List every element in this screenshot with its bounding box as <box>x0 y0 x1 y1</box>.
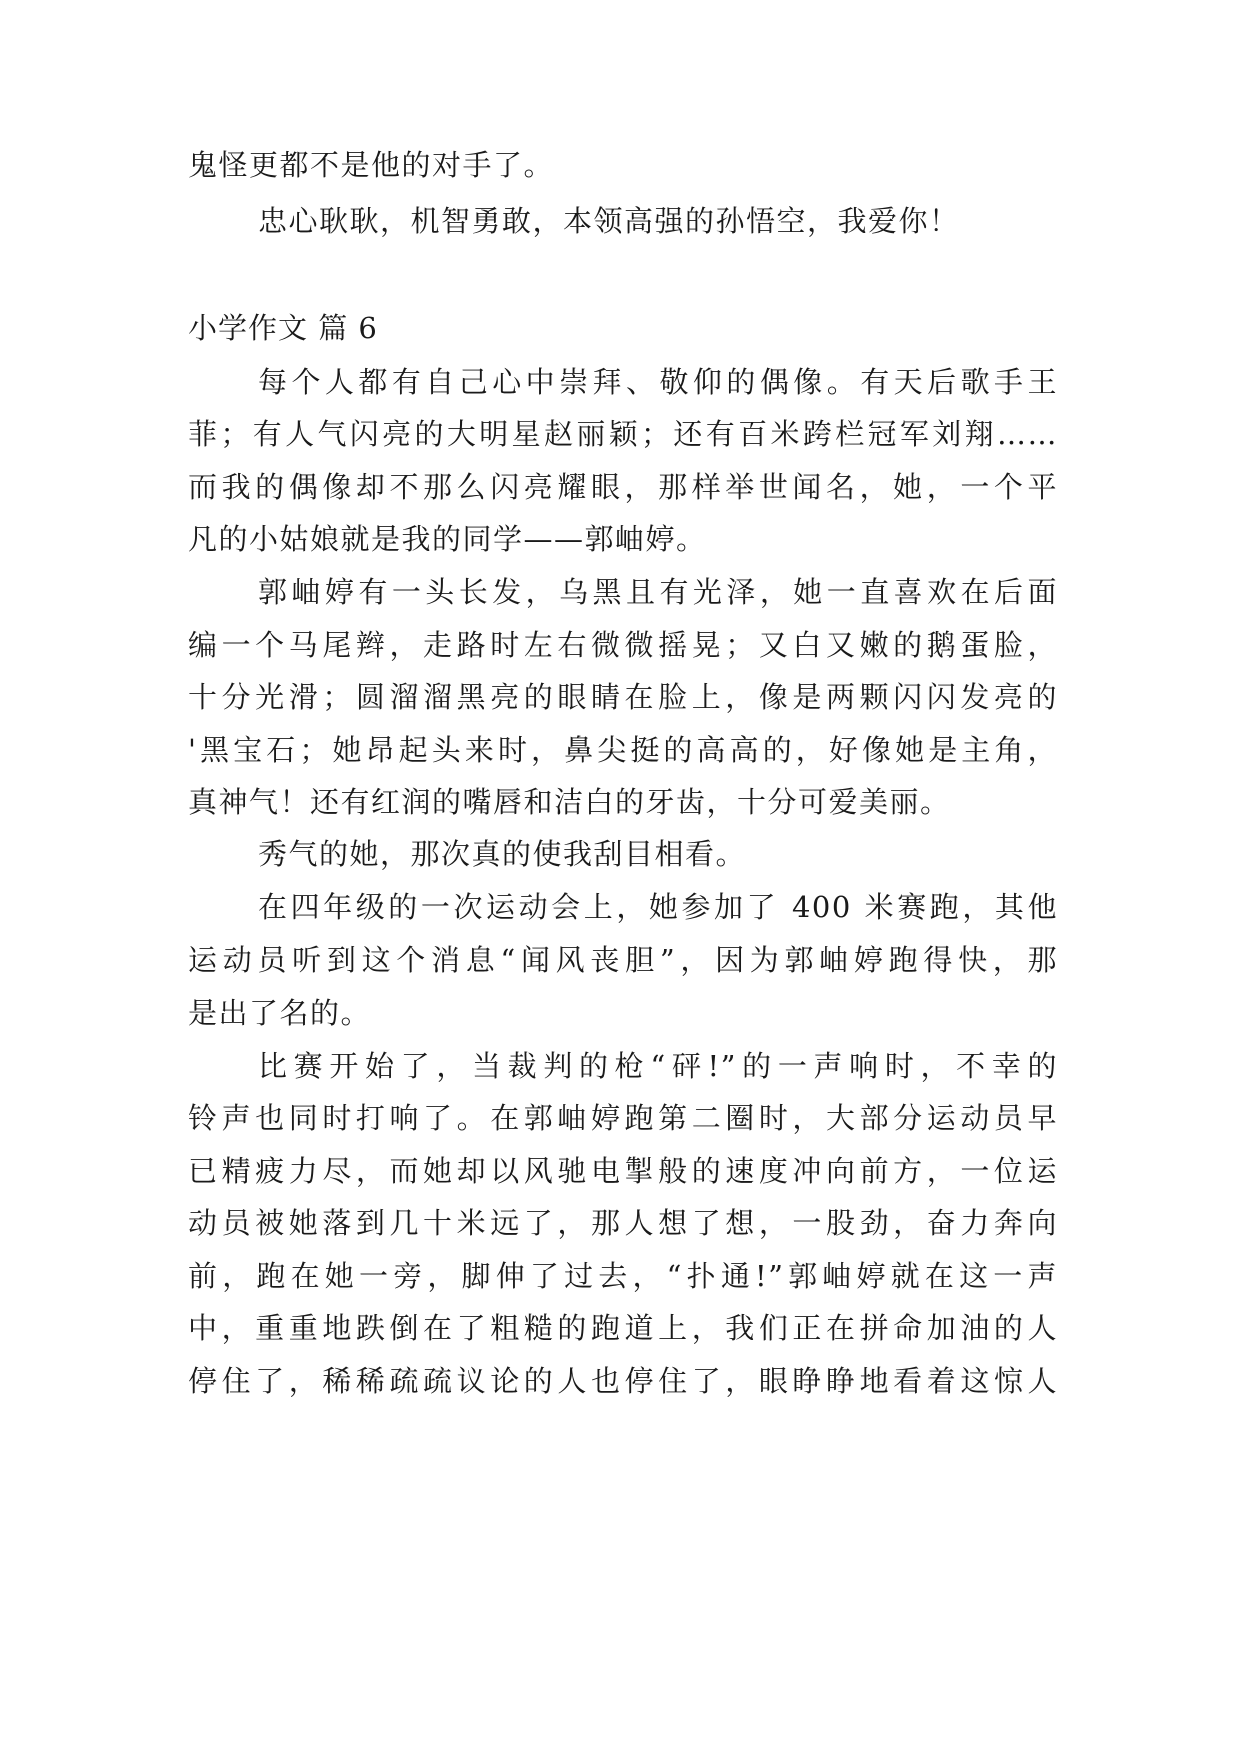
paragraph-line: 中，重重地跌倒在了粗糙的跑道上，我们正在拼命加油的人 <box>188 1311 1058 1345</box>
paragraph-line: 郭岫婷有一头长发，乌黑且有光泽，她一直喜欢在后面 <box>258 575 1058 609</box>
paragraph-line: 已精疲力尽，而她却以风驰电掣般的速度冲向前方，一位运 <box>188 1154 1058 1188</box>
paragraph-line: '黑宝石；她昂起头来时，鼻尖挺的高高的，好像她是主角， <box>188 733 1058 767</box>
paragraph-line: 菲；有人气闪亮的大明星赵丽颖；还有百米跨栏冠军刘翔…… <box>188 417 1058 451</box>
paragraph-line: 秀气的她，那次真的使我刮目相看。 <box>258 837 747 871</box>
paragraph-line: 而我的偶像却不那么闪亮耀眼，那样举世闻名，她，一个平 <box>188 470 1058 504</box>
paragraph-line: 铃声也同时打响了。在郭岫婷跑第二圈时，大部分运动员早 <box>188 1101 1058 1135</box>
paragraph-line: 比赛开始了，当裁判的枪“砰!”的一声响时，不幸的 <box>258 1049 1058 1083</box>
paragraph-line: 鬼怪更都不是他的对手了。 <box>188 148 555 182</box>
paragraph-line: 是出了名的。 <box>188 996 372 1030</box>
paragraph-line: 动员被她落到几十米远了，那人想了想，一股劲，奋力奔向 <box>188 1206 1058 1240</box>
paragraph-line: 停住了，稀稀疏疏议论的人也停住了，眼睁睁地看着这惊人 <box>188 1364 1058 1398</box>
paragraph-line: 在四年级的一次运动会上，她参加了 400 米赛跑，其他 <box>258 890 1058 924</box>
paragraph-line: 真神气！还有红润的嘴唇和洁白的牙齿，十分可爱美丽。 <box>188 785 951 819</box>
paragraph-line: 编一个马尾辫，走路时左右微微摇晃；又白又嫩的鹅蛋脸， <box>188 628 1058 662</box>
paragraph-line: 十分光滑；圆溜溜黑亮的眼睛在脸上，像是两颗闪闪发亮的 <box>188 680 1058 714</box>
paragraph-line: 凡的小姑娘就是我的同学——郭岫婷。 <box>188 522 707 556</box>
paragraph-line: 前，跑在她一旁，脚伸了过去，“扑通!”郭岫婷就在这一声 <box>188 1259 1058 1293</box>
paragraph-line: 忠心耿耿，机智勇敢，本领高强的孙悟空，我爱你！ <box>258 204 960 238</box>
section-heading: 小学作文 篇 6 <box>188 311 378 345</box>
paragraph-line: 运动员听到这个消息“闻风丧胆”，因为郭岫婷跑得快，那 <box>188 943 1058 977</box>
paragraph-line: 每个人都有自己心中崇拜、敬仰的偶像。有天后歌手王 <box>258 365 1058 399</box>
